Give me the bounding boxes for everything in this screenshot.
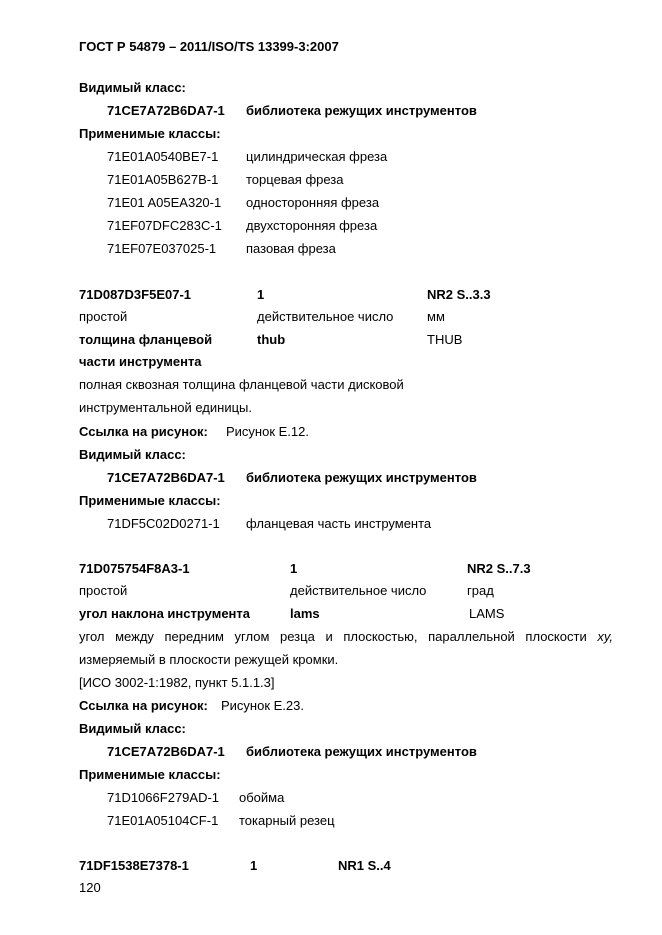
property-version: 1 [250,858,258,873]
property-reference: NR2 S..3.3 [427,287,491,302]
applicable-classes-label: Применимые классы: [79,126,221,141]
property-id: 71D075754F8A3-1 [79,561,190,576]
visible-class-code: 71CE7A72B6DA7-1 [107,744,225,759]
applicable-class-name: односторонняя фреза [246,195,380,210]
property-name-continued: части инструмента [79,354,202,369]
property-name: угол наклона инструмента [79,606,250,621]
applicable-class-name: обойма [239,790,285,805]
applicable-class-name: токарный резец [239,813,335,828]
applicable-class-code: 71EF07DFC283C-1 [107,218,222,233]
property-version: 1 [290,561,298,576]
figure-reference-value: Рисунок Е.12. [226,424,309,439]
property-definition-continued: инструментальной единицы. [79,400,252,415]
property-id: 71D087D3F5E07-1 [79,287,192,302]
property-version: 1 [257,287,265,302]
property-code: THUB [427,332,463,347]
property-reference: NR1 S..4 [338,858,391,873]
figure-reference-value: Рисунок Е.23. [221,698,304,713]
visible-class-label: Видимый класс: [79,80,186,95]
property-type: простой [79,309,128,324]
applicable-class-code: 71E01A0540BE7-1 [107,149,219,164]
applicable-class-code: 71EF07E037025-1 [107,241,217,256]
property-name: толщина фланцевой [79,332,213,347]
applicable-class-name: двухсторонняя фреза [246,218,378,233]
property-reference: NR2 S..7.3 [467,561,531,576]
visible-class-code: 71CE7A72B6DA7-1 [107,470,225,485]
applicable-classes-label: Применимые классы: [79,493,221,508]
property-unit: град [467,583,494,598]
source-reference: [ИСО 3002-1:1982, пункт 5.1.1.3] [79,675,275,690]
applicable-class-code: 71D1066F279AD-1 [107,790,220,805]
property-datatype: действительное число [257,309,394,324]
property-definition: полная сквозная толщина фланцевой части дисковой [79,377,404,392]
visible-class-label: Видимый класс: [79,447,186,462]
visible-class-name: библиотека режущих инструментов [246,103,477,118]
property-symbol: lams [290,606,320,621]
figure-reference-label: Ссылка на рисунок: [79,698,208,713]
property-symbol: thub [257,332,286,347]
plane-variable: xy, [597,629,613,644]
applicable-class-name: торцевая фреза [246,172,344,187]
visible-class-code: 71CE7A72B6DA7-1 [107,103,225,118]
applicable-class-code: 71E01A05B627B-1 [107,172,219,187]
visible-class-label: Видимый класс: [79,721,186,736]
applicable-class-code: 71DF5C02D0271-1 [107,516,220,531]
figure-reference-label: Ссылка на рисунок: [79,424,208,439]
property-unit: мм [427,309,445,324]
property-code: LAMS [469,606,505,621]
applicable-class-name: пазовая фреза [246,241,336,256]
property-datatype: действительное число [290,583,427,598]
page-number: 120 [79,880,101,895]
applicable-class-code: 71E01A05104CF-1 [107,813,219,828]
definition-text: угол между передним углом резца и плоскостью, параллельной плоскости [79,629,587,644]
property-type: простой [79,583,128,598]
applicable-class-name: цилиндрическая фреза [246,149,388,164]
applicable-class-code: 71E01 A05EA320-1 [107,195,222,210]
document-header: ГОСТ Р 54879 – 2011/ISO/TS 13399-3:2007 [79,39,339,54]
property-id: 71DF1538E7378-1 [79,858,189,873]
visible-class-name: библиотека режущих инструментов [246,744,477,759]
applicable-classes-label: Применимые классы: [79,767,221,782]
visible-class-name: библиотека режущих инструментов [246,470,477,485]
property-definition [79,629,613,645]
applicable-class-name: фланцевая часть инструмента [246,516,432,531]
property-definition-continued: измеряемый в плоскости режущей кромки. [79,652,339,667]
